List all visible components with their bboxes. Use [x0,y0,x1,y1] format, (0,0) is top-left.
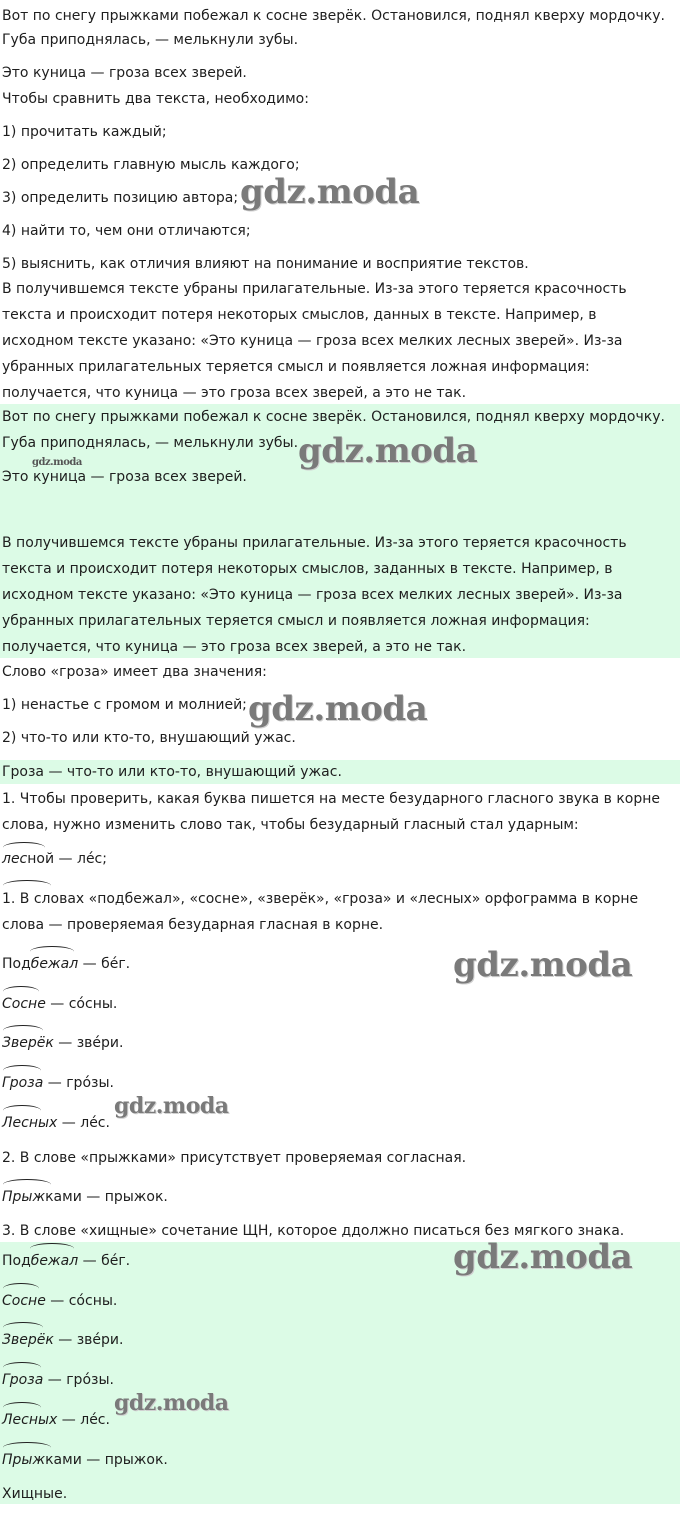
word-rest: ной [27,851,55,867]
text-line: В получившемся тексте убраны прилагательные. Из-за этого теряется красочность [2,535,627,551]
text-line: получается, что куница — это гроза всех зверей, а это не так. [2,385,467,401]
text-line: получается, что куница — это гроза всех зверей, а это не так. [2,639,467,655]
watermark-logo: gdz.moda [298,431,478,471]
text-line: убранных прилагательных теряется смысл и появляется ложная информация: [2,359,590,375]
root-arc [3,1065,41,1076]
root-arc [30,1243,74,1254]
word-example: Подбежал — бе́г. [2,956,131,972]
root-arc [3,1283,39,1294]
text-line: Вот по снегу прыжками побежал к сосне зверёк. Остановился, поднял кверху мордочку. [2,8,665,24]
root-arc [3,1025,43,1036]
text-line: исходном тексте указано: «Это куница — гроза всех мелких лесных зверей». Из-за [2,333,623,349]
text-line: Хищные. [2,1486,68,1502]
text-line: 2) определить главную мысль каждого; [2,157,300,173]
root-arc [3,842,45,853]
text-line: Чтобы сравнить два текста, необходимо: [2,91,309,107]
text-line: 1) ненастье с громом и молнией; [2,697,247,713]
text-line: текста и происходит потеря некоторых смыслов, данных в тексте. Например, в [2,307,597,323]
watermark-logo: gdz.moda [32,457,82,468]
word-example: Зверёк — зве́ри. [2,1035,124,1051]
text-line: исходном тексте указано: «Это куница — гроза всех мелких лесных зверей». Из-за [2,587,623,603]
text-line: В получившемся тексте убраны прилагательные. Из-за этого теряется красочность [2,281,627,297]
watermark-logo: gdz.moda [114,1390,229,1416]
text-line: 5) выяснить, как отличия влияют на понимание и восприятие текстов. [2,256,529,272]
watermark-logo: gdz.moda [114,1093,229,1119]
watermark-logo: gdz.moda [453,1237,633,1277]
text-line: 1. В словах «подбежал», «сосне», «зверёк», «гроза» и «лесных» орфограмма в корне [2,891,639,907]
word-example: Прыжками — прыжок. [2,1452,168,1468]
text-line: 1. Чтобы проверить, какая буква пишется на месте безударного гласного звука в корне [2,791,661,807]
word-root: лес [2,851,28,867]
text-line: 2) что-то или кто-то, внушающий ужас. [2,730,296,746]
word-example: Подбежал — бе́г. [2,1253,131,1269]
text-line: Слово «гроза» имеет два значения: [2,664,267,680]
watermark-logo: gdz.moda [240,172,420,212]
word-example: Гроза — гро́зы. [2,1075,114,1091]
text-line: Гроза — что-то или кто-то, внушающий ужас. [2,764,342,780]
word-example: Прыжками — прыжок. [2,1189,168,1205]
root-arc [3,1362,41,1373]
watermark-logo: gdz.moda [453,945,633,985]
word-example: Сосне — со́сны. [2,996,118,1012]
text-line: 1) прочитать каждый; [2,124,167,140]
text-line: Губа приподнялась, — мелькнули зубы. [2,435,299,451]
text-line: Это куница — гроза всех зверей. [2,65,247,81]
text-line: 3) определить позицию автора; [2,190,239,206]
text-line: убранных прилагательных теряется смысл и появляется ложная информация: [2,613,590,629]
text-line: Вот по снегу прыжками побежал к сосне зверёк. Остановился, поднял кверху мордочку. [2,409,665,425]
root-arc [3,986,39,997]
text-line: Губа приподнялась, — мелькнули зубы. [2,32,299,48]
word-example: Лесных — ле́с. [2,1412,110,1428]
root-arc [30,946,74,957]
root-arc [3,1402,41,1413]
text-line: 4) найти то, чем они отличаются; [2,223,251,239]
text-line: 3. В слове «хищные» сочетание ЩН, которое ддолжно писаться без мягкого знака. [2,1223,625,1239]
word-example: Сосне — со́сны. [2,1293,118,1309]
word-example: Зверёк — зве́ри. [2,1332,124,1348]
word-example: Гроза — гро́зы. [2,1372,114,1388]
text-line: 2. В слове «прыжками» присутствует проверяемая согласная. [2,1150,467,1166]
root-arc [3,1105,41,1116]
text-line: Это куница — гроза всех зверей. [2,469,247,485]
root-arc [3,1179,51,1190]
text-line: слова, нужно изменить слово так, чтобы безударный гласный стал ударным: [2,817,579,833]
word-example: Лесных — ле́с. [2,1115,110,1131]
root-arc [3,1442,51,1453]
check-word: — ле́с; [54,851,107,867]
text-line: слова — проверяемая безударная гласная в корне. [2,917,384,933]
root-arc [3,1322,43,1333]
watermark-logo: gdz.moda [248,689,428,729]
text-line: текста и происходит потеря некоторых смыслов, заданных в тексте. Например, в [2,561,613,577]
